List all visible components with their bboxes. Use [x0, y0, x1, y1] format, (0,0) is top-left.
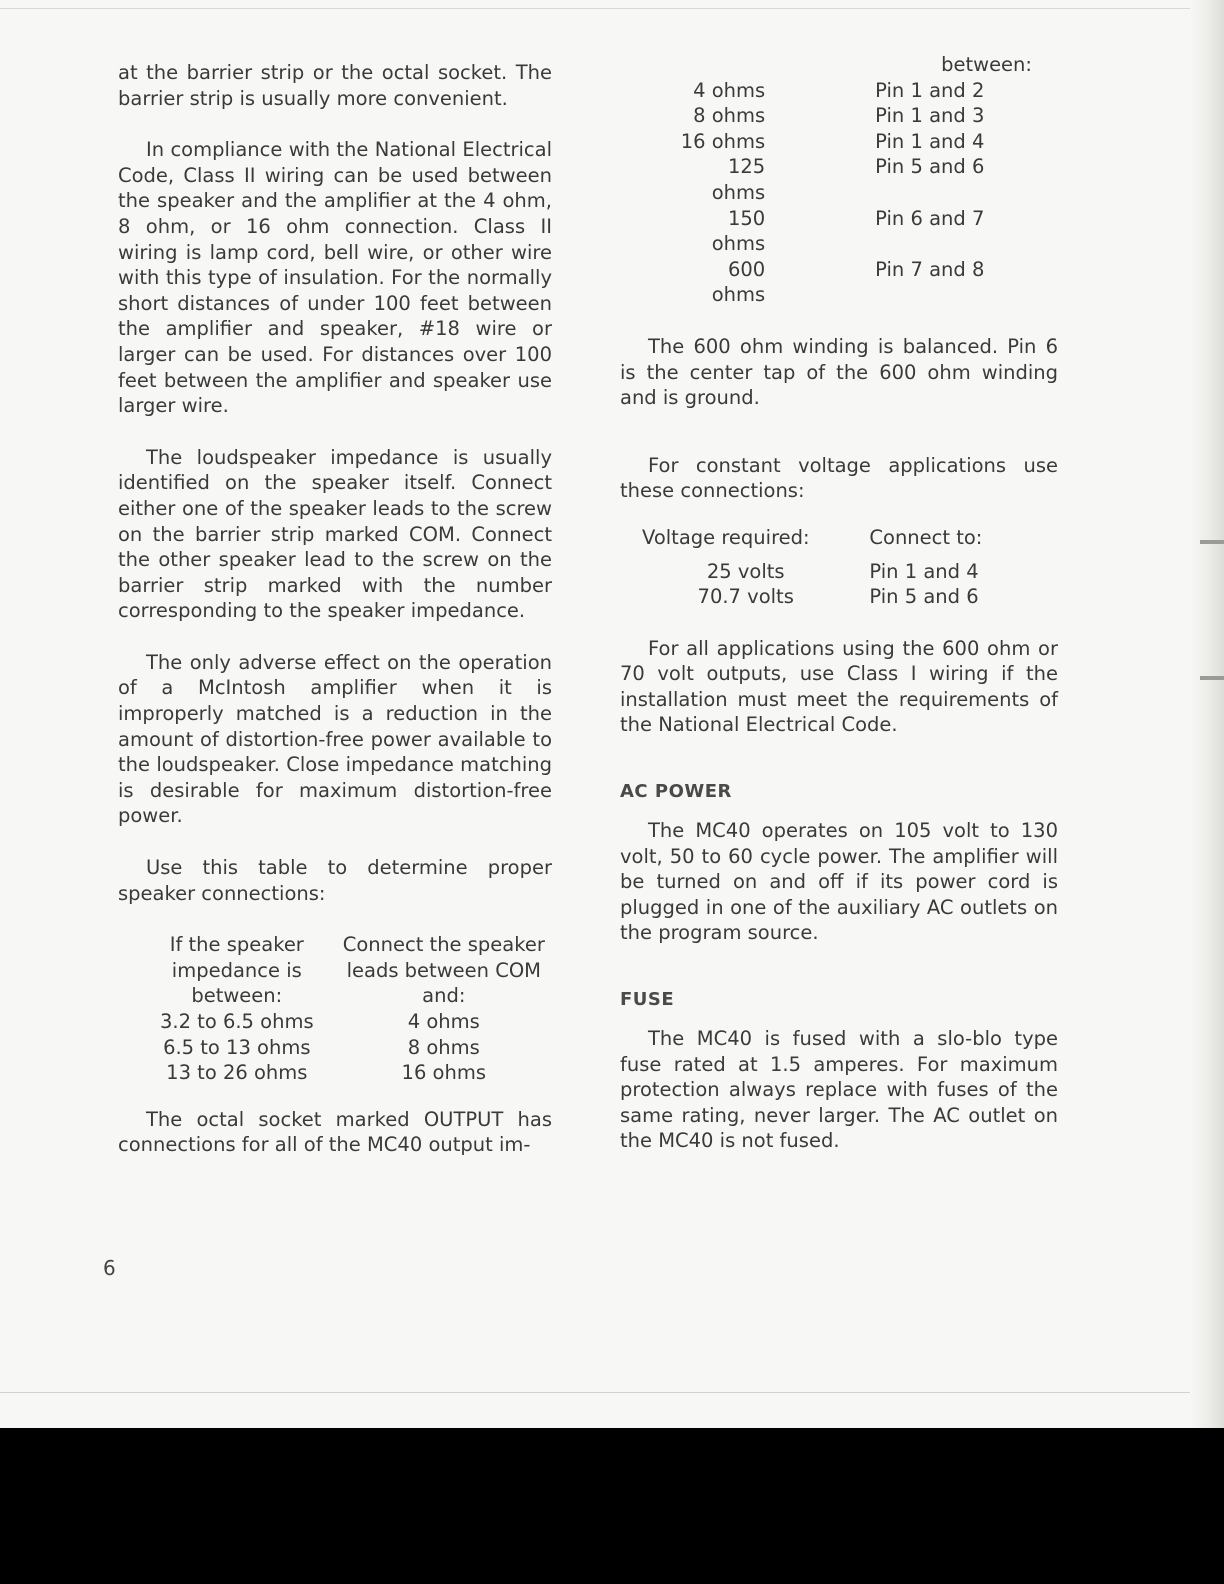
table-row — [672, 206, 1058, 257]
table-header-cell: Voltage required: — [642, 525, 810, 549]
table-row — [672, 103, 1058, 129]
table-cell: 125 ohms — [711, 155, 766, 204]
paragraph-impedance-matching: The only adverse effect on the operation of a McIntosh amplifier when it is improperly matched is a reduction in the amount of distortion-free power available to the loudspeaker. Close impedance matching is desirable for maximum distortion-free power. — [118, 650, 552, 828]
paragraph-class-ii-wiring: In compliance with the National Electrical Code, Class II wiring can be used between the speaker and the amplifier at the 4 ohm, 8 ohm, or 16 ohm connection. Class II wiring is lamp cord, bell wire, or other wire with this type of insulation. For the normally short distances of under 100 feet between the amplifier and speaker, #18 wire or larger can be used. For distances over 100 feet between the amplifier and speaker use larger wire. — [118, 138, 552, 418]
paragraph-balanced-winding: The 600 ohm winding is balanced. Pin 6 is the center tap of the 600 ohm winding and is ground. — [620, 334, 1058, 410]
speaker-connection-table — [138, 932, 552, 1086]
table-row — [672, 154, 1058, 205]
table-cell: 8 ohms — [693, 104, 766, 128]
table-cell: Pin 6 and 7 — [875, 206, 985, 230]
voltage-connection-table — [642, 525, 1058, 610]
table-header-cell: If the speaker impedance is between: — [169, 933, 304, 1008]
table-row — [672, 257, 1058, 308]
section-heading-ac-power: AC POWER — [620, 781, 732, 803]
paragraph-fuse: The MC40 is fused with a slo-blo type fuse rated at 1.5 amperes. For maximum protection always replace with fuses of the same rating, never larger. The AC outlet on the MC40 is not fused. — [620, 1027, 1058, 1153]
paragraph-class-i-wiring: For all applications using the 600 ohm or 70 volt outputs, use Class I wiring if the installation must meet the requirements of the National Electrical Code. — [620, 636, 1058, 737]
table-cell: Pin 1 and 3 — [875, 104, 985, 128]
page-bottom-edge — [0, 1392, 1224, 1393]
right-column — [620, 52, 1058, 1154]
table-row — [672, 78, 1058, 104]
table-header-row — [642, 525, 1058, 559]
table-cell: 4 ohms — [407, 1010, 480, 1033]
impedance-table-header: between: — [941, 53, 1032, 76]
table-cell: 16 ohms — [680, 129, 766, 153]
table-cell: Pin 1 and 2 — [875, 78, 985, 102]
table-row — [138, 1009, 552, 1035]
table-row — [138, 1060, 552, 1086]
table-row — [138, 1035, 552, 1061]
paragraph-table-intro: Use this table to determine proper speaker connections: — [118, 856, 552, 905]
paragraph-ac-power: The MC40 operates on 105 volt to 130 volt, 50 to 60 cycle power. The amplifier will be turned on and off if its power cord is plugged in one of the auxiliary AC outlets on the program source. — [620, 819, 1058, 945]
binding-mark — [1200, 540, 1224, 544]
table-cell: 16 ohms — [401, 1061, 487, 1085]
paragraph-constant-voltage: For constant voltage applications use these connections: — [620, 453, 1058, 503]
table-cell: Pin 5 and 6 — [869, 585, 979, 609]
table-cell: 25 volts — [706, 559, 785, 583]
table-cell: 13 to 26 ohms — [166, 1061, 308, 1085]
table-cell: 150 ohms — [711, 206, 766, 256]
table-cell: 6.5 to 13 ohms — [163, 1035, 311, 1059]
table-cell: 3.2 to 6.5 ohms — [159, 1010, 314, 1033]
page-number: 6 — [103, 1256, 116, 1280]
binding-mark — [1200, 676, 1224, 680]
table-row — [642, 584, 1058, 610]
table-cell: Pin 1 and 4 — [869, 559, 979, 583]
table-cell: 4 ohms — [693, 78, 766, 102]
table-row — [642, 559, 1058, 585]
table-cell: Pin 5 and 6 — [875, 155, 985, 179]
impedance-pin-table — [672, 78, 1058, 308]
table-header-row — [138, 932, 552, 1009]
table-cell: 600 ohms — [711, 257, 766, 307]
section-heading-fuse: FUSE — [620, 989, 675, 1011]
page-top-edge — [0, 8, 1224, 9]
table-header-cell: Connect the speaker leads between COM and: — [342, 933, 545, 1008]
table-cell: 8 ohms — [407, 1035, 480, 1059]
table-cell: 70.7 volts — [697, 585, 794, 609]
table-cell: Pin 7 and 8 — [875, 257, 985, 281]
paragraph-octal-socket: The octal socket marked OUTPUT has connections for all of the MC40 output im- — [118, 1107, 552, 1157]
table-cell: Pin 1 and 4 — [875, 129, 985, 153]
table-row — [672, 129, 1058, 155]
left-column — [118, 60, 552, 1158]
paragraph-continued: at the barrier strip or the octal socket. The barrier strip is usually more convenient. — [118, 61, 552, 110]
table-header-cell: Connect to: — [869, 525, 983, 549]
binding-edge — [1190, 0, 1224, 1428]
paragraph-loudspeaker-impedance: The loudspeaker impedance is usually identified on the speaker itself. Connect either one of the speaker leads to the screw on the barrier strip marked COM. Connect the other speaker lead to the screw on the barrier strip marked with the number corresponding to the speaker impedance. — [118, 445, 552, 623]
